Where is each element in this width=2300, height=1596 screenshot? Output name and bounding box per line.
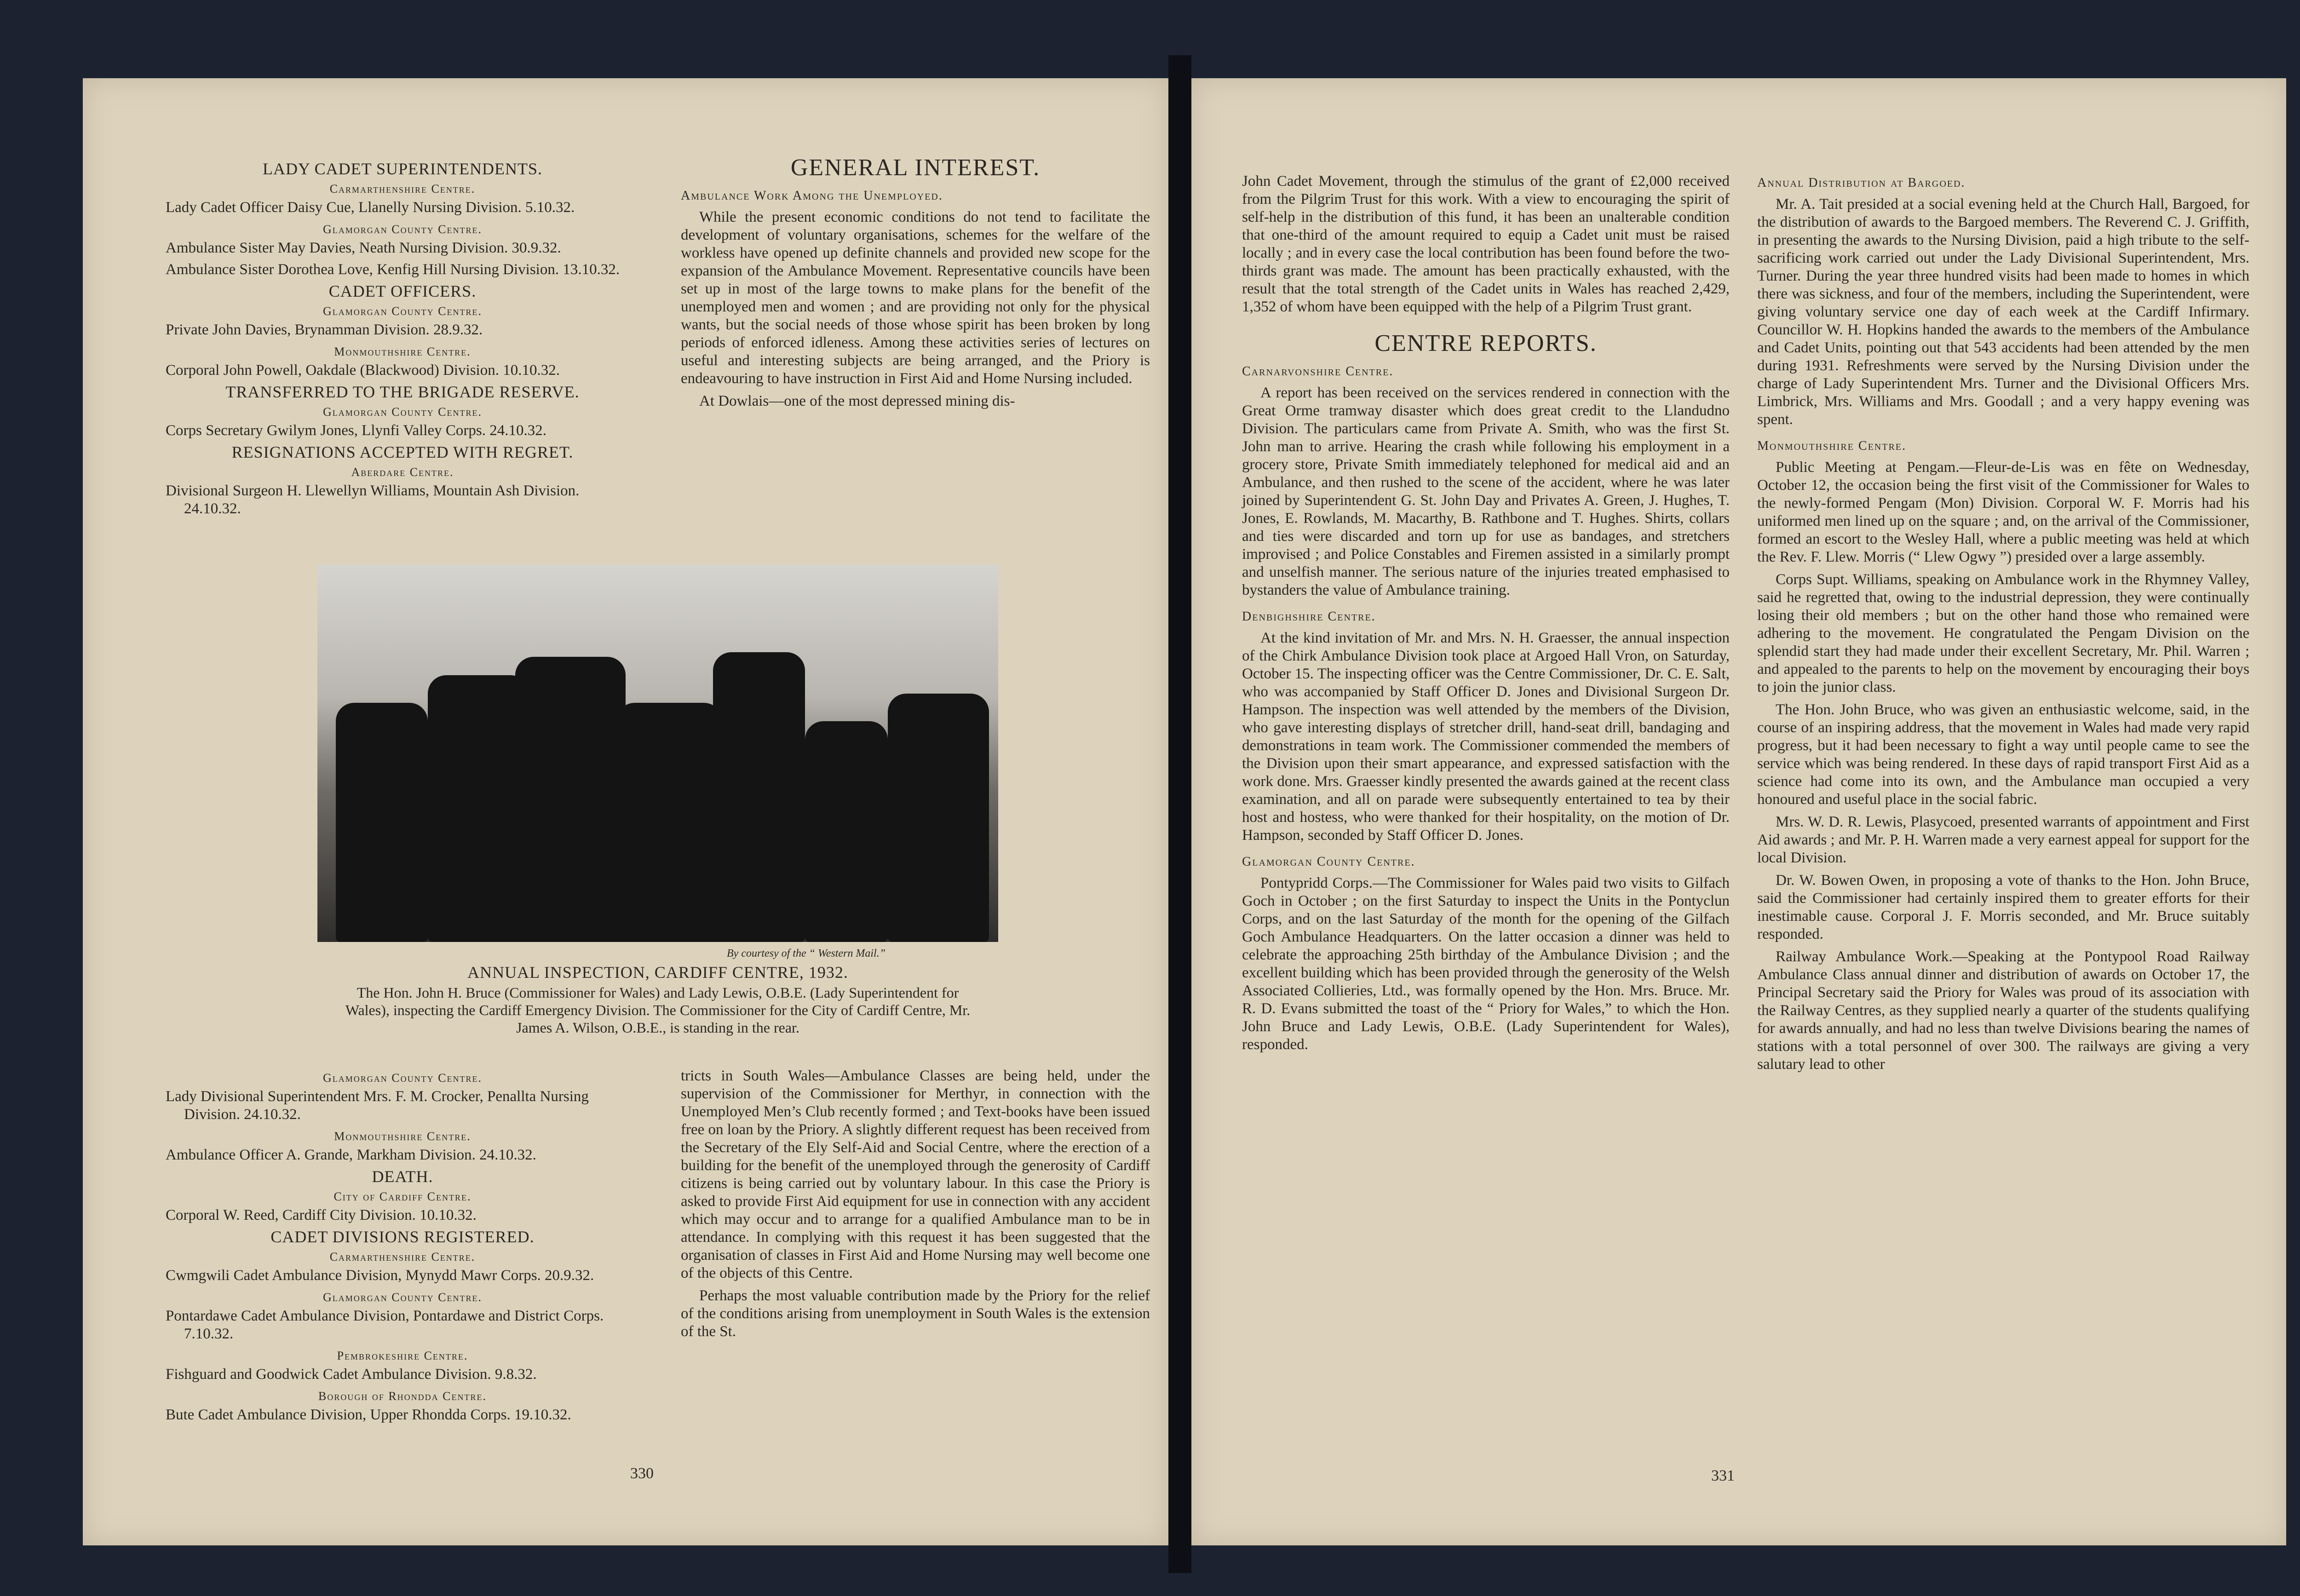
section-heading: CADET DIVISIONS REGISTERED. bbox=[270, 1228, 535, 1246]
appointment-entry: Corps Secretary Gwilym Jones, Llynfi Valley Corps. 24.10.32. bbox=[166, 422, 546, 439]
centre-name: Glamorgan County Centre. bbox=[323, 304, 482, 318]
report-paragraph: The Hon. John Bruce, who was given an enthusiastic welcome, said, in the course of an inspiring address, that the movement in Wales had made very rapid progress, but it had been necessary to fight a way until people came to see the service which was being rendered. In these days of rapid transport First Aid as a science had come into its own, and the Ambulance man occupied a very honoured and useful place in the social fabric. bbox=[1757, 701, 2249, 808]
section-heading: RESIGNATIONS ACCEPTED WITH REGRET. bbox=[231, 443, 574, 461]
general-interest-paragraph: Perhaps the most valuable contribution made by the Priory for the relief of the conditions arising from unemployment in South Wales is the extension of the St. bbox=[681, 1287, 1150, 1340]
report-paragraph: At the kind invitation of Mr. and Mrs. N. H. Graesser, the annual inspection of the Chirk Ambulance Division took place at Argoed Hall Vron, on Saturday, October 15. The inspecting officer was the Centre Commissioner, Dr. C. E. Salt, who was accompanied by Staff Officer D. Jones and Divisional Surgeon Dr. Hampson. The inspection was well attended by the members of the Division, who gave interesting displays of stretcher drill, hand-seat drill, bandaging and demonstrations in team work. The Commissioner commended the members of the Division upon their smart appearance, and expressed satisfaction with the work done. Mrs. Graesser kindly presented the awards gained at the recent class examination, and all on parade were subsequently entertained to tea by their host and hostess, who were thanked for their hospitality, on the motion of Dr. Hampson, seconded by Staff Officer D. Jones. bbox=[1242, 630, 1730, 844]
photo-figure bbox=[428, 675, 529, 942]
appointment-entry: Private John Davies, Brynamman Division. 28.9.32. bbox=[166, 321, 483, 338]
centre-name: Glamorgan County Centre. bbox=[323, 1071, 482, 1085]
caption-text: The Hon. John H. Bruce (Commissioner for Wales) and Lady Lewis, O.B.E. (Lady Superintendent for Wales), inspecting the Cardiff Emergency Division. The Commissioner for the City of Cardiff Centre, Mr. James A. Wilson, O.B.E., is standing in the rear. bbox=[345, 984, 971, 1036]
intro-paragraph: John Cadet Movement, through the stimulus of the grant of £2,000 received from the Pilgrim Trust for this work. With a view to encouraging the spirit of self-help in the distribution of this fund, it has been an unalterable condition that one-third of the amount required to equip a Cadet unit must be raised locally ; and in every case the local contribution has been found before the two-thirds grant was made. The amount has been practically exhausted, with the result that the total strength of the Cadet units in Wales has reached 2,429, 1,352 of whom have been equipped with the help of a Pilgrim Trust grant. bbox=[1242, 173, 1730, 315]
centre-name: Pembrokeshire Centre. bbox=[337, 1349, 468, 1362]
book-binding bbox=[1168, 55, 1191, 1573]
section-heading: DEATH. bbox=[372, 1167, 433, 1186]
lower-appointments-column bbox=[166, 1067, 639, 1428]
centre-name: Glamorgan County Centre. bbox=[323, 1291, 482, 1304]
centre-name: Glamorgan County Centre. bbox=[323, 405, 482, 419]
photo-figure bbox=[805, 721, 888, 942]
photo-figure bbox=[888, 694, 989, 942]
caption-title: ANNUAL INSPECTION, CARDIFF CENTRE, 1932. bbox=[467, 963, 848, 982]
report-paragraph: Dr. W. Bowen Owen, in proposing a vote of thanks to the Hon. John Bruce, said the Commissioner had certainly inspired them to greater efforts for their inestimable cause. Corporal J. F. Morris seconded, and Mr. Bruce suitably responded. bbox=[1757, 872, 2249, 942]
centre-name: Borough of Rhondda Centre. bbox=[318, 1389, 487, 1403]
section-heading: TRANSFERRED TO THE BRIGADE RESERVE. bbox=[225, 383, 580, 401]
right-page bbox=[1191, 78, 2286, 1545]
section-heading: LADY CADET SUPERINTENDENTS. bbox=[263, 160, 542, 178]
centre-name: City of Cardiff Centre. bbox=[334, 1190, 472, 1203]
appointment-entry: Corporal W. Reed, Cardiff City Division. 10.10.32. bbox=[166, 1207, 477, 1223]
report-heading: Monmouthshire Centre. bbox=[1757, 439, 1907, 453]
report-paragraph: Railway Ambulance Work.—Speaking at the Pontypool Road Railway Ambulance Class annual dinner and distribution of awards on October 17, the Principal Secretary said the Priory for Wales was proud of its association with the Railway Centres, as they supplied nearly a quarter of the students qualifying for awards annually, and had no less than twelve Divisions bearing the names of stations with a total personnel of over 300. The railways are giving a very salutary lead to other bbox=[1757, 948, 2249, 1073]
general-interest-subtitle: Ambulance Work Among the Unemployed. bbox=[681, 189, 943, 203]
photo-figure bbox=[616, 703, 722, 942]
report-paragraph: A report has been received on the services rendered in connection with the Great Orme tramway disaster which does great credit to the Llandudno Division. The particulars came from Private A. Smith, who was the first St. John man to arrive. Hearing the crash while following his employment in a grocery store, Private Smith immediately telephoned for medical aid and an Ambulance, and then rushed to the scene of the accident, where he was later joined by Superintendent G. St. John Day and Privates A. Green, J. Hughes, T. Jones, E. Rowlands, M. Macarthy, B. Rathbone and T. Hughes. Shirts, collars and ties were discarded and torn up for use as bandages, and stretchers improvised ; and Police Constables and Firemen assisted in a similarly prompt and unselfish manner. The serious nature of the injuries treated emphasised to bystanders the value of Ambulance training. bbox=[1242, 385, 1730, 598]
centre-reports-sections bbox=[1242, 362, 1730, 1054]
report-paragraph: Pontypridd Corps.—The Commissioner for Wales paid two visits to Gilfach Goch in October ; on the first Saturday to inspect the Units in the Pontyclun Corps, and on the last Saturday of the month for the opening of the Gilfach Goch Ambulance Headquarters. On the latter occasion a dinner was held to celebrate the approaching 25th birthday of the Ambulance Division ; and the excellent building which has been provided through the generosity of the Welsh Associated Collieries, Ltd., was formally opened by the Hon. Mrs. Bruce. Mr. R. D. Evans submitted the toast of the “ Priory for Wales,” to which the Hon. John Bruce and Lady Lewis, O.B.E. (Lady Superintendent for Wales), responded. bbox=[1242, 875, 1730, 1053]
appointment-entry: Corporal John Powell, Oakdale (Blackwood) Division. 10.10.32. bbox=[166, 362, 560, 379]
appointment-entry: Lady Divisional Superintendent Mrs. F. M. Crocker, Penallta Nursing Division. 24.10.32. bbox=[166, 1088, 589, 1123]
report-paragraph: Mrs. W. D. R. Lewis, Plasycoed, presented warrants of appointment and First Aid awards ; and Mr. P. H. Warren made a very earnest appeal for support for the local Division. bbox=[1757, 814, 2249, 866]
page-number-right: 331 bbox=[1711, 1467, 1735, 1484]
appointment-entry: Ambulance Sister Dorothea Love, Kenfig Hill Nursing Division. 13.10.32. bbox=[166, 261, 620, 278]
left-page bbox=[83, 78, 1168, 1545]
centre-name: Monmouthshire Centre. bbox=[334, 345, 471, 358]
report-paragraph: Corps Supt. Williams, speaking on Ambulance work in the Rhymney Valley, said he regretted that, owing to the industrial depression, they were continually losing their old members ; but on the other hand those who remained were adhering to the movement. He congratulated the Pengam Division on the splendid start they had made under their excellent Secretary, Mr. Phil. Warren ; and appealed to the parents to help on the movement by encouraging their boys to join the junior class. bbox=[1757, 571, 2249, 695]
appointment-entry: Lady Cadet Officer Daisy Cue, Llanelly Nursing Division. 5.10.32. bbox=[166, 199, 575, 216]
page-number-left: 330 bbox=[630, 1465, 654, 1482]
report-paragraph: Public Meeting at Pengam.—Fleur-de-Lis was en fête on Wednesday, October 12, the occasion being the first visit of the Commissioner for Wales to the newly-formed Pengam (Mon) Division. Corporal W. F. Morris had his uniformed men lined up on the square ; and, on the arrival of the Commissioner, formed an escort to the Wesley Hall, where a public meeting was held at which the Rev. F. Llew. Morris (“ Llew Ogwy ”) presided over a large assembly. bbox=[1757, 459, 2249, 565]
appointment-entry: Cwmgwili Cadet Ambulance Division, Mynydd Mawr Corps. 20.9.32. bbox=[166, 1267, 594, 1284]
centre-name: Monmouthshire Centre. bbox=[334, 1130, 471, 1143]
centre-name: Aberdare Centre. bbox=[351, 465, 454, 479]
right-column-1 bbox=[1242, 172, 1730, 1058]
centre-name: Glamorgan County Centre. bbox=[323, 223, 482, 236]
photo-credit: By courtesy of the “ Western Mail.” bbox=[727, 947, 886, 959]
report-heading: Denbighshire Centre. bbox=[1242, 609, 1376, 624]
photo-caption bbox=[340, 964, 975, 1036]
general-interest-paragraph: At Dowlais—one of the most depressed mining dis- bbox=[699, 393, 1015, 409]
appointment-entry: Fishguard and Goodwick Cadet Ambulance Division. 9.8.32. bbox=[166, 1366, 537, 1383]
centre-reports-title: CENTRE REPORTS. bbox=[1374, 330, 1597, 356]
report-heading: Annual Distribution at Bargoed. bbox=[1757, 176, 1966, 190]
general-interest-paragraph: tricts in South Wales—Ambulance Classes are being held, under the supervision of the Commissioner for Merthyr, in connection with the Unemployed Men’s Club recently formed ; and Text-books have been issued free on loan by the Priory. A slightly different request has been received from the Secretary of the Ely Self-Aid and Social Centre, where the erection of a building for the benefit of the unemployed through the generosity of Cardiff citizens is being carried out by voluntary labour. In this case the Priory is asked to provide First Aid equipment for use in connection with any accident which may occur and to arrange for a qualified Ambulance man to be in attendance. In complying with this request it has been suggested that the organisation of classes in First Aid and Home Nursing may well become one of the objects of this Centre. bbox=[681, 1068, 1150, 1281]
photo-figure bbox=[515, 657, 626, 942]
appointment-entry: Bute Cadet Ambulance Division, Upper Rhondda Corps. 19.10.32. bbox=[166, 1407, 571, 1423]
appointment-entry: Ambulance Sister May Davies, Neath Nursing Division. 30.9.32. bbox=[166, 240, 561, 256]
report-paragraph: Mr. A. Tait presided at a social evening held at the Church Hall, Bargoed, for the distribution of awards to the Bargoed members. The Reverend C. J. Griffith, in presenting the awards to the Nursing Division, paid a high tribute to the self-sacrificing work carried out under the Lady Divisional Superintendent, Mrs. Turner. During the year three hundred visits had been made to homes in which there was sickness, and four of the members, including the Superintendent, were giving voluntary service one day of each week at the Cardiff Infirmary. Councillor W. H. Hopkins handed the awards to the members of the Ambulance and Cadet Units, pointing out that 543 accidents had been attended by the men during 1931. Refreshments were served by the Nursing Division under the charge of Lady Superintendent Mrs. Turner and the Divisional Officers Mrs. Limbrick, Mrs. Williams and Mrs. Goodall ; and a very happy evening was spent. bbox=[1757, 196, 2249, 428]
appointment-entry: Ambulance Officer A. Grande, Markham Division. 24.10.32. bbox=[166, 1147, 536, 1163]
photo-figure bbox=[336, 703, 428, 942]
appointment-entry: Pontardawe Cadet Ambulance Division, Pontardawe and District Corps. 7.10.32. bbox=[166, 1308, 604, 1342]
section-heading: CADET OFFICERS. bbox=[328, 282, 477, 300]
photo-figure bbox=[713, 652, 805, 942]
appointment-entry: Divisional Surgeon H. Llewellyn Williams, Mountain Ash Division. 24.10.32. bbox=[166, 482, 580, 517]
centre-name: Carmarthenshire Centre. bbox=[329, 1250, 476, 1263]
centre-name: Carmarthenshire Centre. bbox=[329, 182, 476, 195]
general-interest-paragraph: While the present economic conditions do not tend to facilitate the development of voluntary organisations, schemes for the welfare of the workless have opened up definite channels and provided new scope for the expansion of the Ambulance Movement. Representative councils have been set up in most of the large towns to make plans for the benefit of the unemployed men and women ; and are providing not only for the physical wants, but the social needs of those whose spirit has been broken by long periods of enforced idleness. Among these activities series of lectures on useful and interesting subjects are being arranged, and the Priory is endeavouring to have instruction in First Aid and Home Nursing included. bbox=[681, 209, 1150, 387]
report-heading: Carnarvonshire Centre. bbox=[1242, 364, 1394, 379]
general-interest-title: GENERAL INTEREST. bbox=[790, 155, 1041, 181]
inspection-photo bbox=[317, 565, 998, 942]
report-heading: Glamorgan County Centre. bbox=[1242, 855, 1415, 869]
appointments-column bbox=[166, 156, 639, 522]
general-interest-column bbox=[681, 155, 1150, 415]
lower-general-interest-column bbox=[681, 1067, 1150, 1345]
right-column-2 bbox=[1757, 166, 2249, 1078]
